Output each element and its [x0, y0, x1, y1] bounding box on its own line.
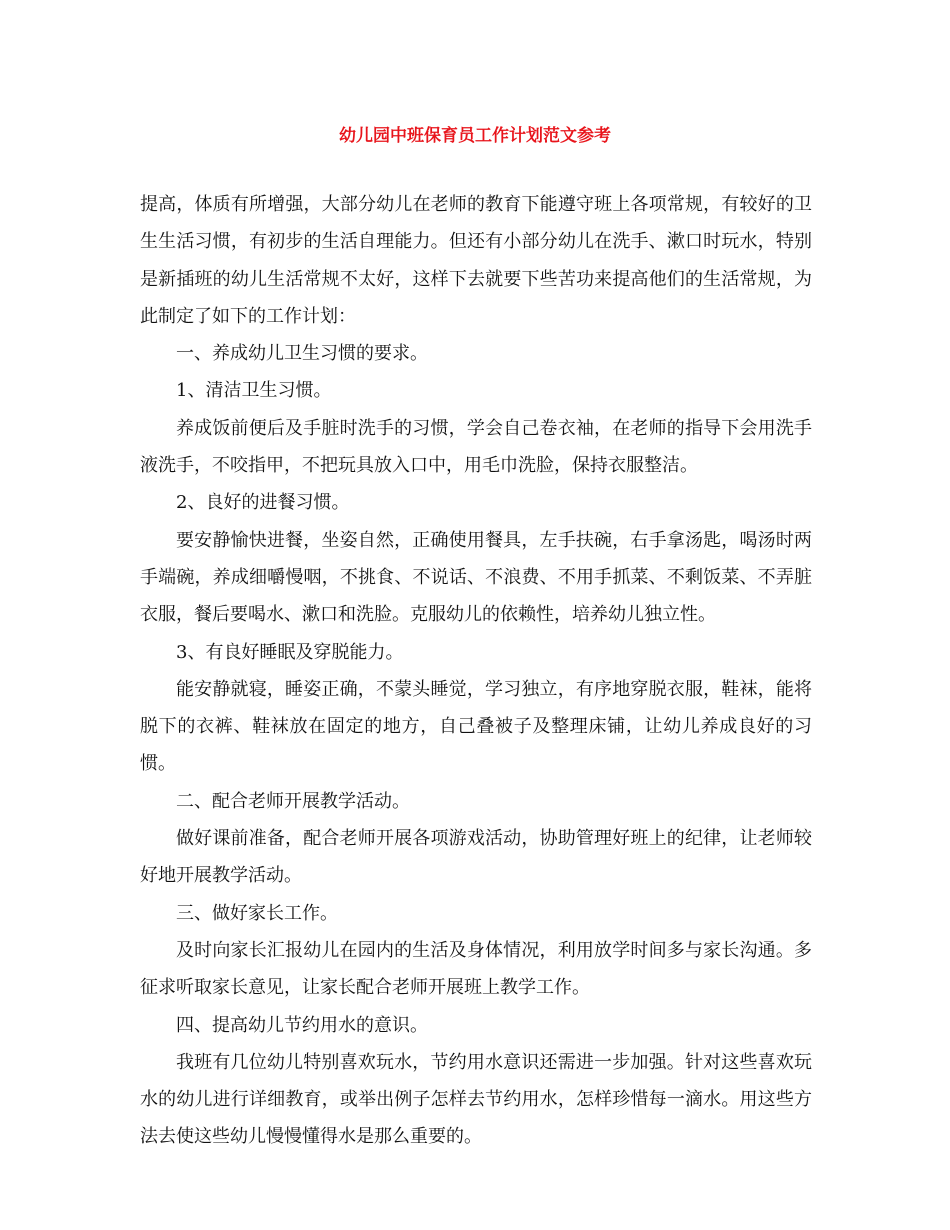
subsection-heading: 3、有良好睡眠及穿脱能力。	[176, 641, 404, 663]
paragraph: 养成饭前便后及手脏时洗手的习惯，学会自己卷衣袖，在老师的指导下会用洗手液洗手，不咬指甲，不把玩具放入口中，用毛巾洗脸，保持衣服整洁。	[140, 417, 812, 477]
paragraph: 能安静就寝，睡姿正确，不蒙头睡觉，学习独立，有序地穿脱衣服，鞋袜，能将脱下的衣裤、鞋袜放在固定的地方，自己叠被子及整理床铺，让幼儿养成良好的习惯。	[140, 678, 812, 775]
section-heading: 三、做好家长工作。	[176, 902, 338, 924]
paragraph: 及时向家长汇报幼儿在园内的生活及身体情况，利用放学时间多与家长沟通。多征求听取家长意见，让家长配合老师开展班上教学工作。	[140, 939, 812, 999]
section-heading: 四、提高幼儿节约用水的意识。	[176, 1014, 428, 1036]
paragraph: 做好课前准备，配合老师开展各项游戏活动，协助管理好班上的纪律，让老师较好地开展教学活动。	[140, 828, 812, 887]
subsection-heading: 1、清洁卫生习惯。	[176, 380, 332, 402]
document-title: 幼儿园中班保育员工作计划范文参考	[339, 126, 611, 146]
subsection-heading: 2、良好的进餐习惯。	[176, 492, 350, 514]
paragraph: 提高，体质有所增强，大部分幼儿在老师的教育下能遵守班上各项常规，有较好的卫生生活习惯，有初步的生活自理能力。但还有小部分幼儿在洗手、漱口时玩水，特别是新插班的幼儿生活常规不太好，这样下去就要下些苦功来提高他们的生活常规，为此制定了如下的工作计划：	[140, 194, 812, 327]
paragraph: 要安静愉快进餐，坐姿自然，正确使用餐具，左手扶碗，右手拿汤匙，喝汤时两手端碗，养成细嚼慢咽，不挑食、不说话、不浪费、不用手抓菜、不剩饭菜、不弄脏衣服，餐后要喝水、漱口和洗脸。克服幼儿的依赖性，培养幼儿独立性。	[140, 529, 812, 626]
paragraph: 我班有几位幼儿特别喜欢玩水，节约用水意识还需进一步加强。针对这些喜欢玩水的幼儿进行详细教育，或举出例子怎样去节约用水，怎样珍惜每一滴水。用这些方法去使这些幼儿慢慢懂得水是那么重要的。	[140, 1051, 812, 1148]
section-heading: 二、配合老师开展教学活动。	[176, 790, 410, 812]
section-heading: 一、养成幼儿卫生习惯的要求。	[176, 343, 428, 365]
document-body	[140, 186, 812, 1156]
